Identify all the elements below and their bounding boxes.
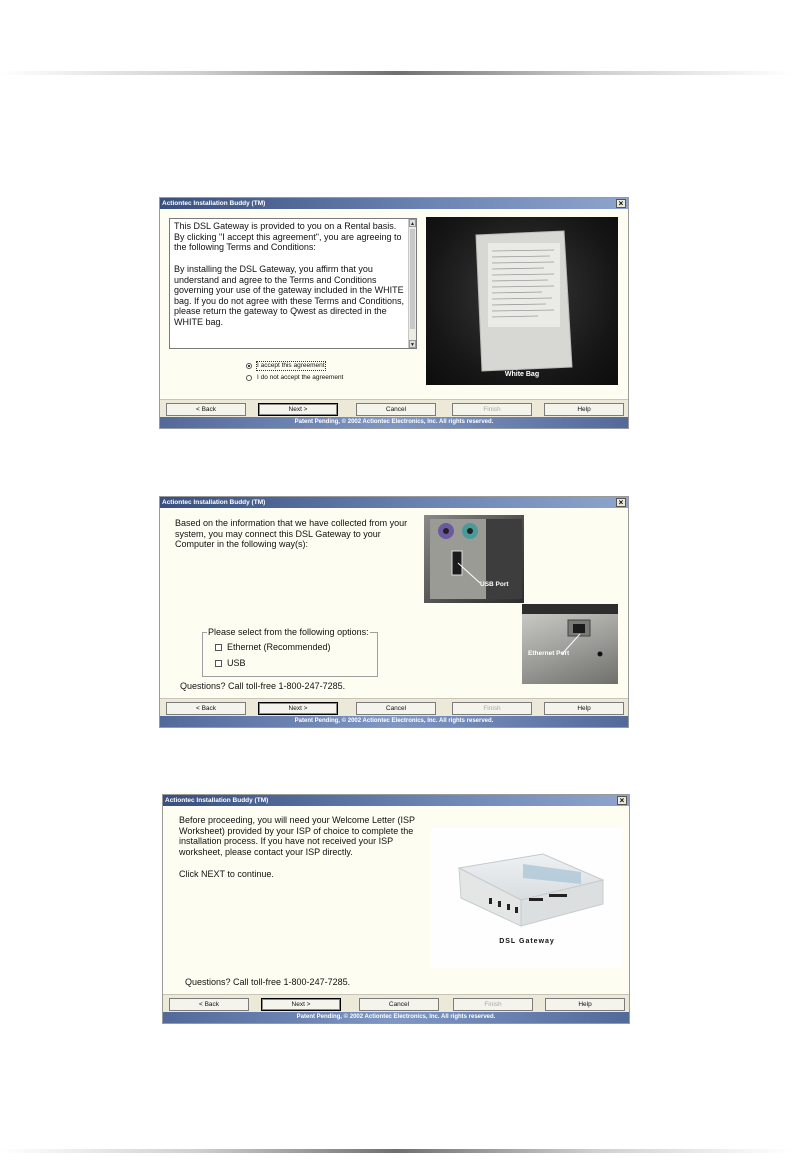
scroll-thumb[interactable] bbox=[410, 229, 415, 329]
options-groupbox bbox=[202, 627, 378, 677]
finish-button[interactable]: Finish bbox=[452, 403, 532, 416]
ethernet-port-caption: Ethernet Port bbox=[528, 650, 570, 657]
dsl-gateway-caption: DSL Gateway bbox=[499, 938, 555, 945]
copyright-footer: Patent Pending, © 2002 Actiontec Electronics, Inc. All rights reserved. bbox=[160, 417, 628, 428]
finish-button[interactable]: Finish bbox=[453, 998, 533, 1011]
dsl-gateway-photo bbox=[431, 828, 623, 968]
decline-radio[interactable] bbox=[246, 375, 252, 381]
ethernet-option-label[interactable]: Ethernet (Recommended) bbox=[227, 642, 331, 652]
ethernet-port-photo bbox=[522, 604, 618, 684]
options-label: Please select from the following options: bbox=[208, 627, 369, 637]
usb-port-caption: USB Port bbox=[480, 581, 509, 588]
button-bar bbox=[160, 698, 628, 717]
questions-phone: Questions? Call toll-free 1-800-247-7285. bbox=[180, 681, 346, 691]
terms-paragraph-1: This DSL Gateway is provided to you on a Rental basis. By clicking "I accept this agreement", you are agreeing to the following Terms and Conditions: bbox=[174, 221, 402, 252]
copyright-footer: Patent Pending, © 2002 Actiontec Electronics, Inc. All rights reserved. bbox=[160, 716, 628, 727]
dialog-connection bbox=[159, 496, 629, 728]
back-button[interactable]: < Back bbox=[166, 403, 246, 416]
click-next-instruction: Click NEXT to continue. bbox=[179, 869, 274, 879]
usb-port-photo bbox=[424, 515, 524, 603]
close-button[interactable]: × bbox=[616, 199, 626, 208]
window-title: Actiontec Installation Buddy (TM) bbox=[162, 200, 266, 207]
help-button[interactable]: Help bbox=[544, 702, 624, 715]
title-bar bbox=[160, 497, 628, 508]
terms-paragraph-2: By installing the DSL Gateway, you affirm that you understand and agree to the Terms and Conditions governing your use of the gateway included in the WHITE bag. If you do not agree with these Terms and Conditions, please return the gateway to Qwest as directed in the WHITE bag. bbox=[174, 264, 404, 327]
usb-option-label[interactable]: USB bbox=[227, 658, 246, 668]
white-bag-illustration bbox=[426, 217, 618, 385]
button-bar bbox=[160, 399, 628, 418]
copyright-footer: Patent Pending, © 2002 Actiontec Electronics, Inc. All rights reserved. bbox=[163, 1012, 629, 1023]
usb-checkbox[interactable] bbox=[215, 660, 222, 667]
finish-button[interactable]: Finish bbox=[452, 702, 532, 715]
accept-radio[interactable] bbox=[246, 363, 252, 369]
next-button[interactable]: Next > bbox=[261, 998, 341, 1011]
back-button[interactable]: < Back bbox=[169, 998, 249, 1011]
ethernet-checkbox[interactable] bbox=[215, 644, 222, 651]
terms-textbox[interactable] bbox=[169, 218, 417, 349]
terms-scrollbar[interactable] bbox=[408, 219, 416, 348]
white-bag-caption: White Bag bbox=[504, 371, 540, 378]
white-bag-photo bbox=[426, 217, 618, 385]
close-button[interactable]: × bbox=[617, 796, 627, 805]
top-divider bbox=[0, 71, 792, 75]
ethernet-port-illustration bbox=[522, 604, 618, 684]
back-button[interactable]: < Back bbox=[166, 702, 246, 715]
next-button[interactable]: Next > bbox=[258, 702, 338, 715]
help-button[interactable]: Help bbox=[544, 403, 624, 416]
usb-port-illustration bbox=[424, 515, 524, 603]
isp-intro: Before proceeding, you will need your Welcome Letter (ISP Worksheet) provided by your ISP of choice to complete the installation process. If you have not received your ISP worksheet, please contact your ISP directly. bbox=[179, 815, 415, 857]
help-button[interactable]: Help bbox=[545, 998, 625, 1011]
scroll-up-arrow-icon[interactable]: ▲ bbox=[410, 221, 415, 227]
next-button[interactable]: Next > bbox=[258, 403, 338, 416]
title-bar bbox=[160, 198, 628, 209]
decline-label[interactable]: I do not accept the agreement bbox=[257, 374, 344, 381]
connection-intro: Based on the information that we have collected from your system, you may connect this DSL Gateway to your Computer in the following way(s): bbox=[175, 518, 408, 549]
window-title: Actiontec Installation Buddy (TM) bbox=[165, 797, 269, 804]
questions-phone: Questions? Call toll-free 1-800-247-7285. bbox=[185, 977, 351, 987]
button-bar bbox=[163, 994, 629, 1013]
dsl-gateway-illustration bbox=[431, 828, 623, 968]
title-bar bbox=[163, 795, 629, 806]
cancel-button[interactable]: Cancel bbox=[356, 403, 436, 416]
accept-label[interactable]: I accept this agreement bbox=[257, 362, 325, 369]
cancel-button[interactable]: Cancel bbox=[356, 702, 436, 715]
cancel-button[interactable]: Cancel bbox=[359, 998, 439, 1011]
bottom-divider bbox=[0, 1149, 792, 1153]
window-title: Actiontec Installation Buddy (TM) bbox=[162, 499, 266, 506]
close-button[interactable]: × bbox=[616, 498, 626, 507]
scroll-down-arrow-icon[interactable]: ▼ bbox=[410, 342, 415, 348]
dialog-terms bbox=[159, 197, 629, 429]
dialog-isp-worksheet bbox=[162, 794, 630, 1024]
